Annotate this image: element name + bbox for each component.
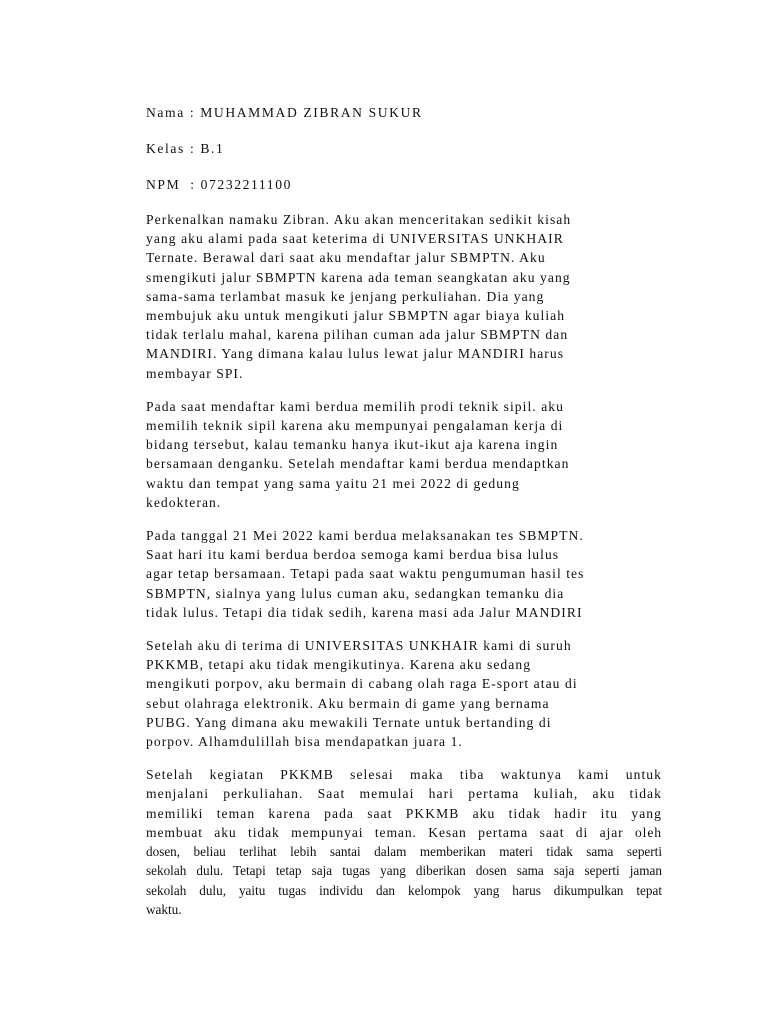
text-line: memiliki teman karena pada saat PKKMB aku tidak hadir itu yang: [146, 805, 662, 821]
text-line: Ternate. Berawal dari saat aku mendaftar jalur SBMPTN. Aku: [146, 250, 546, 266]
text-line: tidak lulus. Tetapi dia tidak sedih, karena masi ada Jalur MANDIRI: [146, 604, 583, 620]
text-line: PUBG. Yang dimana aku mewakili Ternate untuk bertanding di: [146, 714, 552, 730]
text-line: membuat aku tidak mempunyai teman. Kesan pertama saat di ajar oleh: [146, 824, 662, 840]
text-line: smengikuti jalur SBMPTN karena ada teman seangkatan aku yang: [146, 269, 571, 285]
student-npm-line: NPM : 07232211100: [146, 177, 292, 192]
text-line: tidak terlalu mahal, karena pilihan cuman ada jalur SBMPTN dan: [146, 327, 569, 343]
document-body: [146, 102, 662, 933]
text-line: yang aku alami pada saat keterima di UNIVERSITAS UNKHAIR: [146, 231, 564, 247]
paragraph-introduction: [146, 210, 662, 383]
text-line: agar tetap bersamaan. Tetapi pada saat waktu pengumuman hasil tes: [146, 566, 585, 582]
text-line: kedokteran.: [146, 494, 222, 510]
text-line: Setelah aku di terima di UNIVERSITAS UNKHAIR kami di suruh: [146, 638, 572, 654]
student-class-line: Kelas : B.1: [146, 141, 225, 156]
text-line: sekolah dulu, yaitu tugas individu dan kelompok yang harus dikumpulkan tepat: [146, 882, 662, 898]
text-line: waktu.: [146, 901, 182, 917]
text-line: sekolah dulu. Tetapi tetap saja tugas yang diberikan dosen sama saja seperti jaman: [146, 863, 662, 879]
text-line: memilih teknik sipil karena aku mempunyai pengalaman kerja di: [146, 418, 564, 434]
paragraph-test-day: [146, 526, 662, 622]
text-line: waktu dan tempat yang sama yaitu 21 mei 2022 di gedung: [146, 475, 520, 491]
text-line: Pada saat mendaftar kami berdua memilih prodi teknik sipil. aku: [146, 398, 564, 414]
text-line: membujuk aku untuk mengikuti jalur SBMPTN agar biaya kuliah: [146, 308, 566, 324]
text-line: bidang tersebut, kalau temanku hanya ikut-ikut aja karena ingin: [146, 437, 559, 453]
student-name-line: Nama : MUHAMMAD ZIBRAN SUKUR: [146, 105, 423, 120]
text-line: menjalani perkuliahan. Saat memulai hari pertama kuliah, aku tidak: [146, 786, 662, 802]
text-line: MANDIRI. Yang dimana kalau lulus lewat jalur MANDIRI harus: [146, 346, 565, 362]
paragraph-porpov: [146, 636, 662, 751]
text-line: Pada tanggal 21 Mei 2022 kami berdua melaksanakan tes SBMPTN.: [146, 528, 584, 544]
text-line: PKKMB, tetapi aku tidak mengikutinya. Karena aku sedang: [146, 657, 532, 673]
text-line: SBMPTN, sialnya yang lulus cuman aku, sedangkan temanku dia: [146, 585, 565, 601]
text-line: mengikuti porpov, aku bermain di cabang olah raga E-sport atau di: [146, 676, 578, 692]
text-line: sama-sama terlambat masuk ke jenjang perkuliahan. Dia yang: [146, 288, 545, 304]
text-line: dosen, beliau terlihat lebih santai dalam memberikan materi tidak sama seperti: [146, 844, 662, 860]
text-line: sebut olahraga elektronik. Aku bermain di game yang bernama: [146, 695, 550, 711]
text-line: porpov. Alhamdulillah bisa mendapatkan juara 1.: [146, 734, 463, 750]
text-line: membayar SPI.: [146, 365, 244, 381]
paragraph-lectures: [146, 765, 662, 919]
text-line: Saat hari itu kami berdua berdoa semoga kami berdua bisa lulus: [146, 547, 560, 563]
text-line: bersamaan denganku. Setelah mendaftar kami berdua mendaptkan: [146, 456, 570, 472]
text-line: Perkenalkan namaku Zibran. Aku akan menceritakan sedikit kisah: [146, 212, 572, 227]
paragraph-registration: [146, 397, 662, 512]
text-line: Setelah kegiatan PKKMB selesai maka tiba waktunya kami untuk: [146, 767, 662, 783]
